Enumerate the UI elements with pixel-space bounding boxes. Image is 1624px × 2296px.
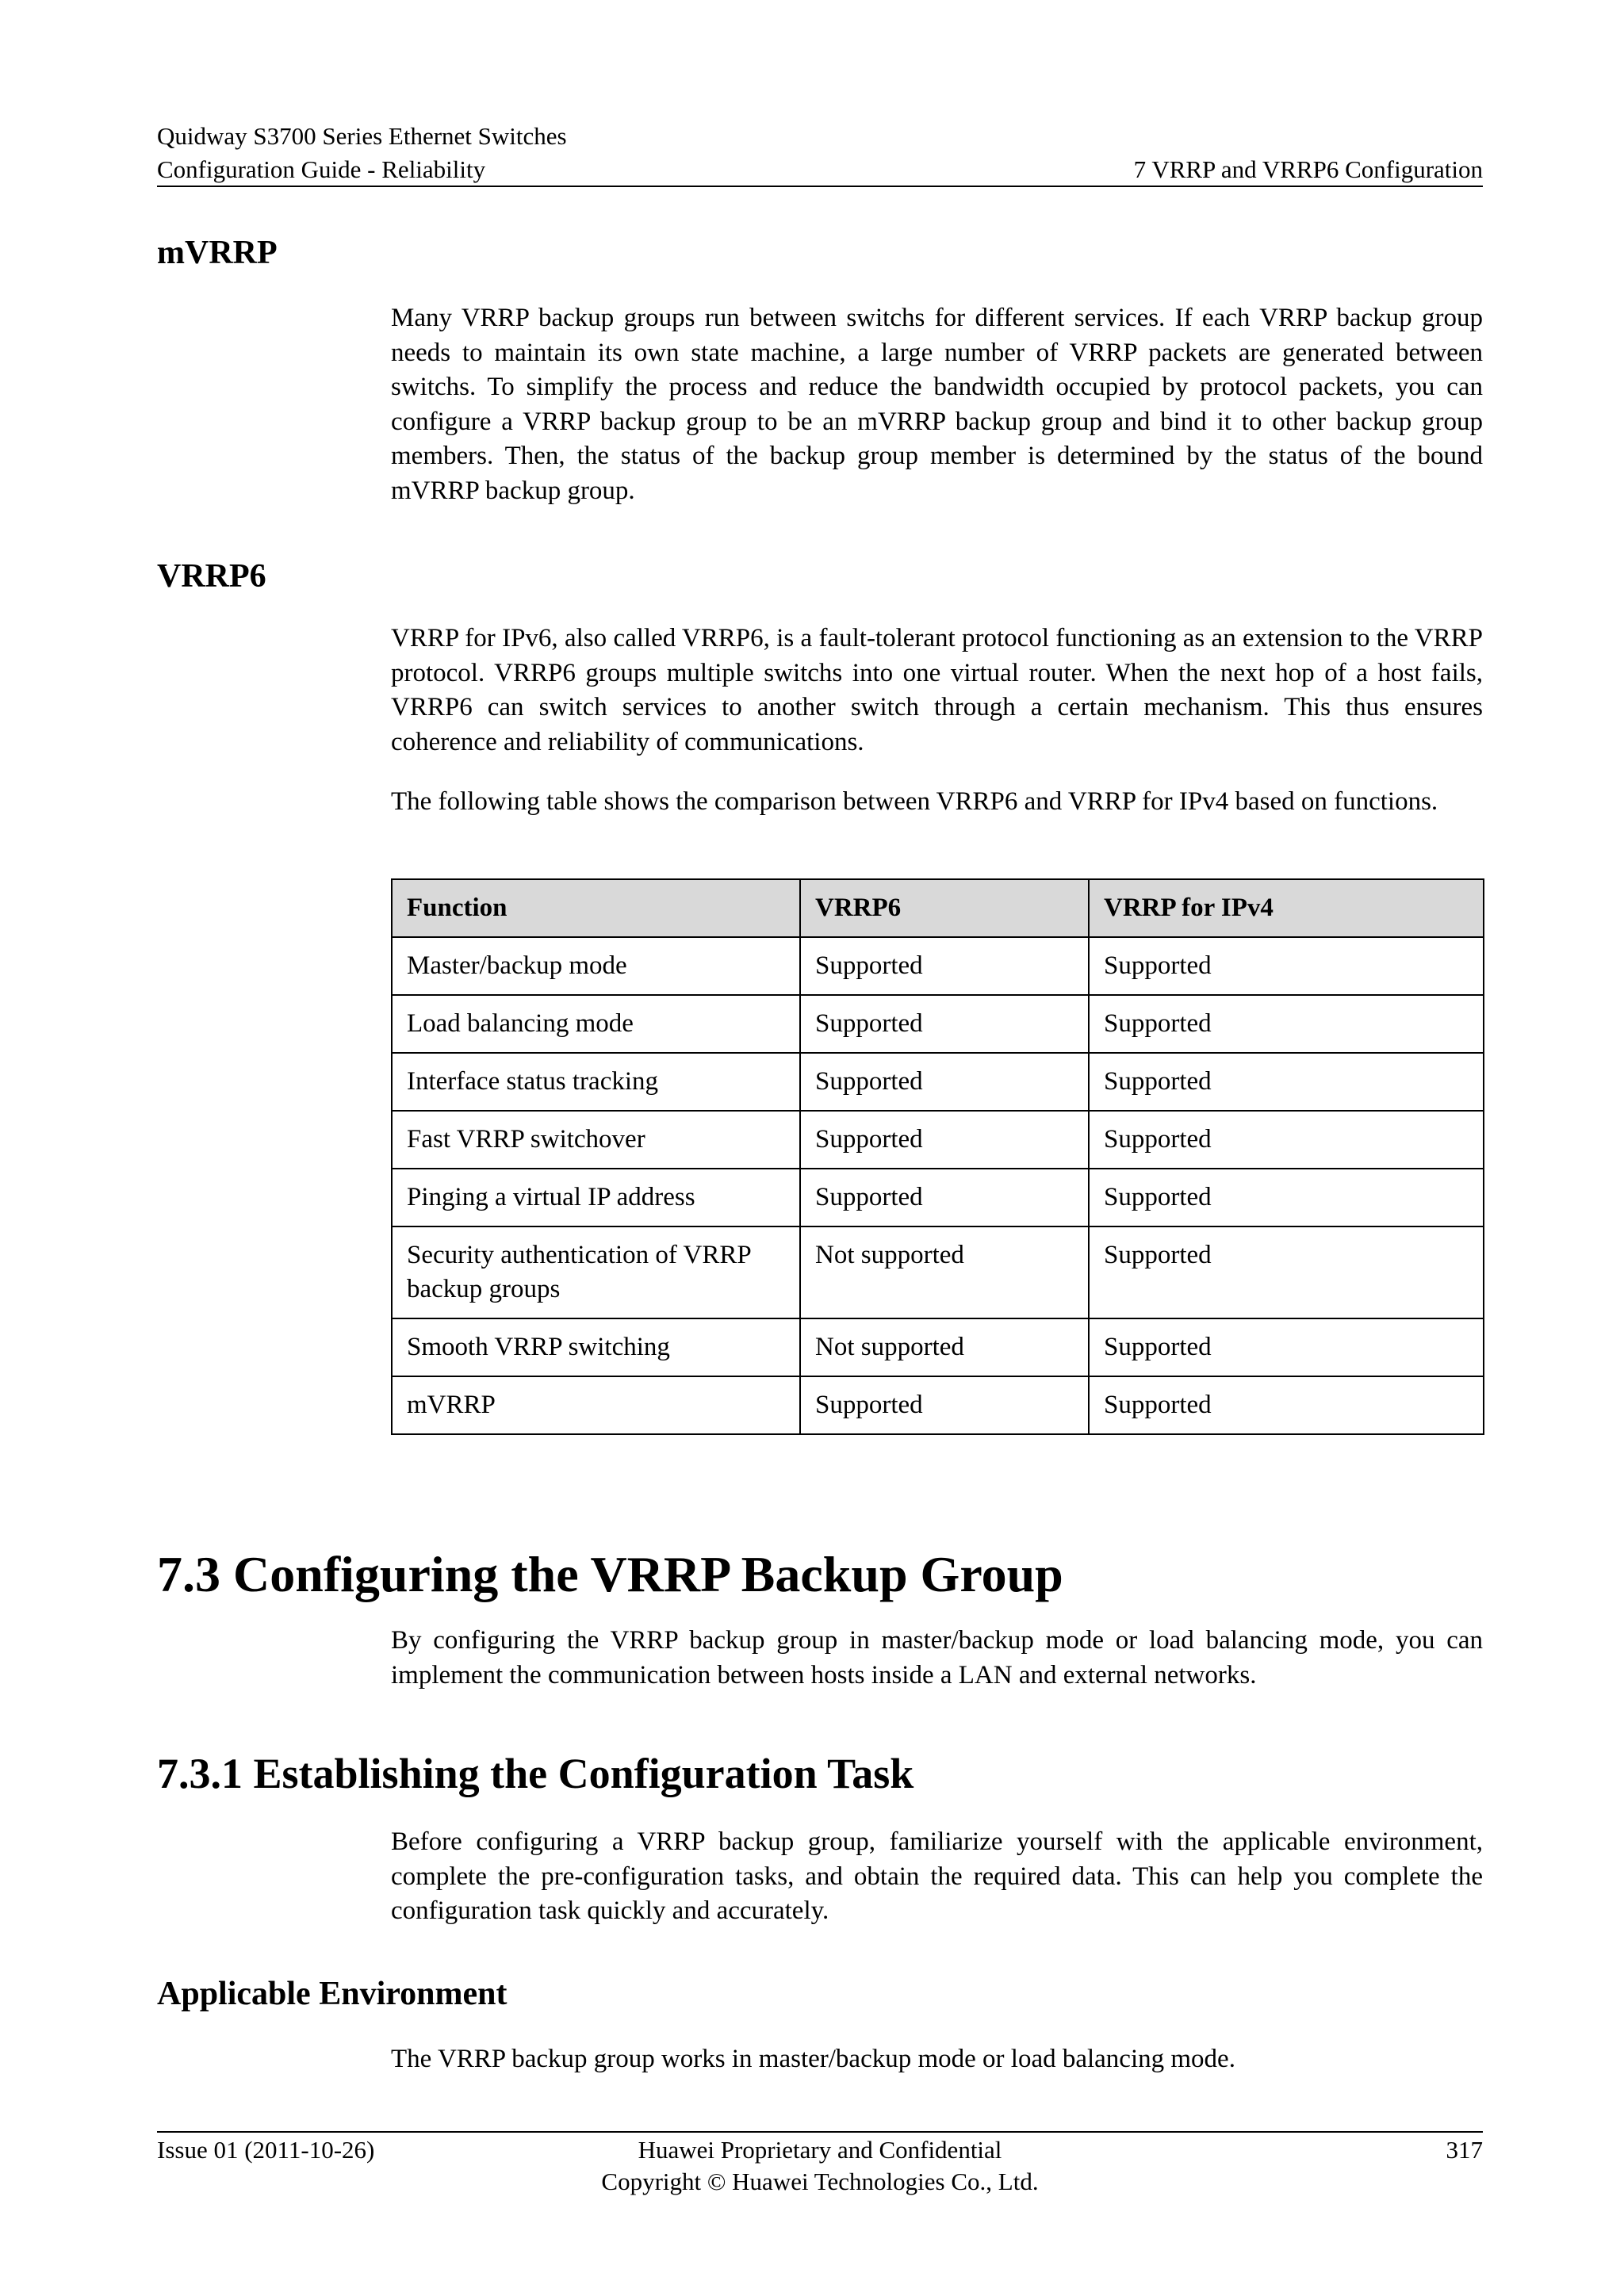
table-cell: Pinging a virtual IP address	[392, 1169, 800, 1226]
mvrrp-paragraph: Many VRRP backup groups run between switchs for different services. If each VRRP backup group needs to maintain its own state machine, a large number of VRRP packets are generated between switchs. To simplify the process and reduce the bandwidth occupied by protocol packets, you can configure a VRRP backup group to be an mVRRP backup group and bind it to other backup group members. Then, the status of the backup group member is determined by the status of the bound mVRRP backup group.	[391, 304, 1483, 505]
table-cell: Supported	[800, 995, 1089, 1053]
table-cell: Supported	[1089, 1318, 1484, 1376]
table-cell: Supported	[1089, 1111, 1484, 1169]
table-cell: Fast VRRP switchover	[392, 1111, 800, 1169]
table-header-row	[392, 879, 1484, 937]
table-header-cell: Function	[392, 879, 800, 937]
applicable-environment-paragraph: The VRRP backup group works in master/backup mode or load balancing mode.	[391, 2045, 1235, 2073]
comparison-table	[391, 878, 1484, 1435]
header-product: Quidway S3700 Series Ethernet Switches	[157, 122, 567, 150]
footer-center	[157, 2134, 1483, 2198]
footer-page-number: 317	[1446, 2136, 1483, 2164]
table-cell: Supported	[800, 1376, 1089, 1434]
table-cell: Supported	[1089, 1226, 1484, 1318]
table-cell: Interface status tracking	[392, 1053, 800, 1111]
table-cell: Supported	[1089, 1376, 1484, 1434]
header-chapter: 7 VRRP and VRRP6 Configuration	[1133, 155, 1483, 183]
table-row	[392, 1226, 1484, 1318]
section-7-3-1-paragraph: Before configuring a VRRP backup group, familiarize yourself with the applicable environment, complete the pre-configuration tasks, and obtain the required data. This can help you complete the configuration task quickly and accurately.	[391, 1827, 1483, 1925]
table-cell: Not supported	[800, 1226, 1089, 1318]
table-cell: Supported	[1089, 937, 1484, 995]
table-header-cell: VRRP6	[800, 879, 1089, 937]
table-row	[392, 995, 1484, 1053]
table-header-cell: VRRP for IPv4	[1089, 879, 1484, 937]
footer-rule	[157, 2131, 1483, 2133]
footer-issue: Issue 01 (2011-10-26)	[157, 2136, 375, 2164]
header-rule	[157, 186, 1483, 187]
table-cell: mVRRP	[392, 1376, 800, 1434]
table-cell: Not supported	[800, 1318, 1089, 1376]
vrrp6-table-intro: The following table shows the comparison between VRRP6 and VRRP for IPv4 based on functions.	[391, 787, 1438, 816]
header-guide: Configuration Guide - Reliability	[157, 155, 486, 183]
footer-confidential: Huawei Proprietary and Confidential	[638, 2136, 1002, 2164]
footer-copyright: Copyright © Huawei Technologies Co., Ltd.	[601, 2168, 1039, 2195]
table-cell: Security authentication of VRRP backup groups	[392, 1226, 800, 1318]
heading-mvrrp: mVRRP	[157, 235, 278, 271]
table-cell: Load balancing mode	[392, 995, 800, 1053]
vrrp6-paragraph: VRRP for IPv6, also called VRRP6, is a fault-tolerant protocol functioning as an extension to the VRRP protocol. VRRP6 groups multiple switchs into one virtual router. When the next hop of a host fails, VRRP6 can switch services to another switch through a certain mechanism. This thus ensures coherence and reliability of communications.	[391, 624, 1483, 756]
table-row	[392, 1111, 1484, 1169]
table-cell: Supported	[800, 1169, 1089, 1226]
table-cell: Supported	[800, 1111, 1089, 1169]
table-cell: Smooth VRRP switching	[392, 1318, 800, 1376]
heading-section-7-3-1: 7.3.1 Establishing the Configuration Task	[157, 1750, 914, 1797]
table-cell: Supported	[1089, 1053, 1484, 1111]
table-cell: Supported	[1089, 1169, 1484, 1226]
heading-vrrp6: VRRP6	[157, 558, 266, 595]
table-cell: Supported	[800, 937, 1089, 995]
table-row	[392, 1376, 1484, 1434]
table-row	[392, 937, 1484, 995]
heading-section-7-3: 7.3 Configuring the VRRP Backup Group	[157, 1546, 1063, 1602]
section-7-3-paragraph: By configuring the VRRP backup group in master/backup mode or load balancing mode, you can implement the communication between hosts inside a LAN and external networks.	[391, 1626, 1483, 1689]
header-row	[157, 154, 1483, 186]
table-cell: Supported	[1089, 995, 1484, 1053]
table-row	[392, 1169, 1484, 1226]
table-cell: Supported	[800, 1053, 1089, 1111]
table-row	[392, 1053, 1484, 1111]
table-cell: Master/backup mode	[392, 937, 800, 995]
table-row	[392, 1318, 1484, 1376]
heading-applicable-environment: Applicable Environment	[157, 1976, 508, 2012]
